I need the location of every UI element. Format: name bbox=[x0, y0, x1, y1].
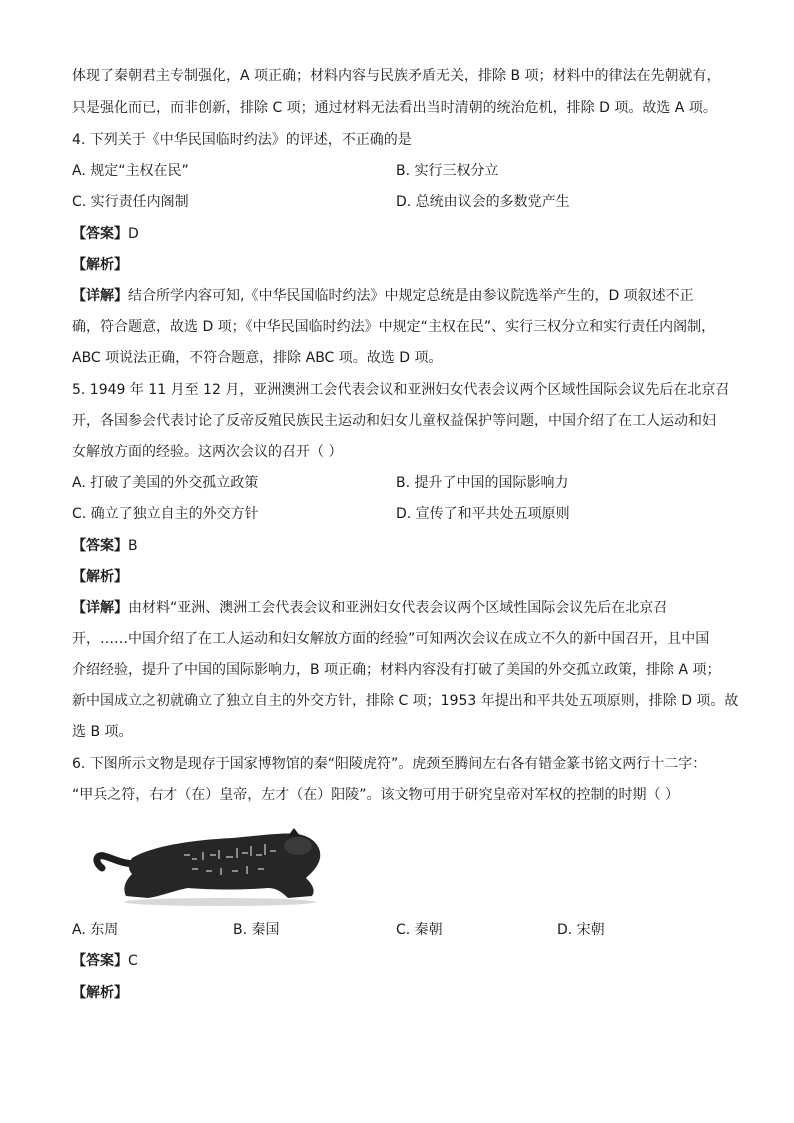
q4-analysis-tag bbox=[72, 255, 732, 275]
q5-answer-value: B bbox=[128, 538, 138, 554]
q5-detail-line-3: 介绍经验，提升了中国的国际影响力，B 项正确；材料内容没有打破了美国的外交孤立政策，排除 A 项； bbox=[72, 662, 721, 678]
tiger-tally-icon bbox=[92, 824, 324, 908]
q4-answer bbox=[72, 224, 732, 244]
q4-detail-tag: 【详解】 bbox=[72, 288, 128, 304]
q4-detail-line-1 bbox=[72, 286, 732, 306]
q5-stem-line-3: 女解放方面的经验。这两次会议的召开（ ） bbox=[72, 444, 343, 460]
q5-detail-line-4: 新中国成立之初就确立了独立自主的外交方针，排除 C 项；1953 年提出和平共处五项原则，排除 D 项。故 bbox=[72, 693, 739, 709]
q4-analysis-label: 【解析】 bbox=[72, 257, 128, 273]
q4-option-c: C. 实行责任内阁制 bbox=[72, 194, 189, 210]
tiger-tally-image bbox=[92, 824, 324, 908]
q5-detail-line-5: 选 B 项。 bbox=[72, 724, 133, 740]
q4-detail-text-1: 结合所学内容可知,《中华民国临时约法》中规定总统是由参议院选举产生的，D 项叙述不正 bbox=[128, 288, 694, 304]
q5-option-b: B. 提升了中国的国际影响力 bbox=[396, 475, 569, 491]
q6-option-d: D. 宋朝 bbox=[557, 922, 605, 938]
q6-answer bbox=[72, 951, 732, 971]
q6-option-a: A. 东周 bbox=[72, 922, 119, 938]
q6-stem-line-2: “甲兵之符，右才（在）皇帝，左才（在）阳陵”。该文物可用于研究皇帝对军权的控制的时期（ ） bbox=[72, 787, 679, 803]
q6-analysis-tag bbox=[72, 983, 732, 1003]
q4-answer-tag: 【答案】 bbox=[72, 226, 128, 242]
prev-analysis-line-1: 体现了秦朝君主专制强化，A 项正确；材料内容与民族矛盾无关，排除 B 项；材料中的律法在先朝就有， bbox=[72, 68, 721, 84]
q5-detail-line-1 bbox=[72, 598, 732, 618]
q5-stem-line-2: 开，各国参会代表讨论了反帝反殖民族民主运动和妇女儿童权益保护等问题，中国介绍了在工人运动和妇 bbox=[72, 413, 716, 429]
q5-analysis-label: 【解析】 bbox=[72, 569, 128, 585]
q5-analysis-tag bbox=[72, 567, 732, 587]
q5-answer-tag: 【答案】 bbox=[72, 538, 128, 554]
q6-answer-tag: 【答案】 bbox=[72, 953, 128, 969]
q6-analysis-label: 【解析】 bbox=[72, 985, 128, 1001]
q4-detail-line-3: ABC 项说法正确，不符合题意，排除 ABC 项。故选 D 项。 bbox=[72, 350, 443, 366]
q5-option-a: A. 打破了美国的外交孤立政策 bbox=[72, 475, 259, 491]
q5-stem-line-1: 5. 1949 年 11 月至 12 月，亚洲澳洲工会代表会议和亚洲妇女代表会议两个区域性国际会议先后在北京召 bbox=[72, 382, 730, 398]
q4-option-a: A. 规定“主权在民” bbox=[72, 163, 189, 179]
q6-option-b: B. 秦国 bbox=[233, 922, 280, 938]
q6-stem-line-1: 6. 下图所示文物是现存于国家博物馆的秦“阳陵虎符”。虎颈至腾间左右各有错金篆书铭文两行十二字： bbox=[72, 756, 707, 772]
q5-option-c: C. 确立了独立自主的外交方针 bbox=[72, 506, 259, 522]
q4-option-b: B. 实行三权分立 bbox=[396, 163, 499, 179]
q5-answer bbox=[72, 536, 732, 556]
q5-detail-tag: 【详解】 bbox=[72, 600, 128, 616]
q6-option-c: C. 秦朝 bbox=[396, 922, 443, 938]
prev-analysis-line-2: 只是强化而已，而非创新，排除 C 项；通过材料无法看出当时清朝的统治危机，排除 D 项。故选 A 项。 bbox=[72, 100, 717, 116]
q4-stem: 4. 下列关于《中华民国临时约法》的评述，不正确的是 bbox=[72, 132, 412, 148]
q4-answer-value: D bbox=[128, 226, 139, 242]
q6-answer-value: C bbox=[128, 953, 138, 969]
q4-option-d: D. 总统由议会的多数党产生 bbox=[396, 194, 570, 210]
q5-option-d: D. 宣传了和平共处五项原则 bbox=[396, 506, 570, 522]
q4-detail-line-2: 确，符合题意，故选 D 项；《中华民国临时约法》中规定“主权在民”、实行三权分立和实行责任内阁制， bbox=[72, 319, 716, 335]
q5-detail-text-1: 由材料“亚洲、澳洲工会代表会议和亚洲妇女代表会议两个区域性国际会议先后在北京召 bbox=[128, 600, 668, 616]
q5-detail-line-2: 开，……中国介绍了在工人运动和妇女解放方面的经验”可知两次会议在成立不久的新中国召开，且中国 bbox=[72, 631, 710, 647]
